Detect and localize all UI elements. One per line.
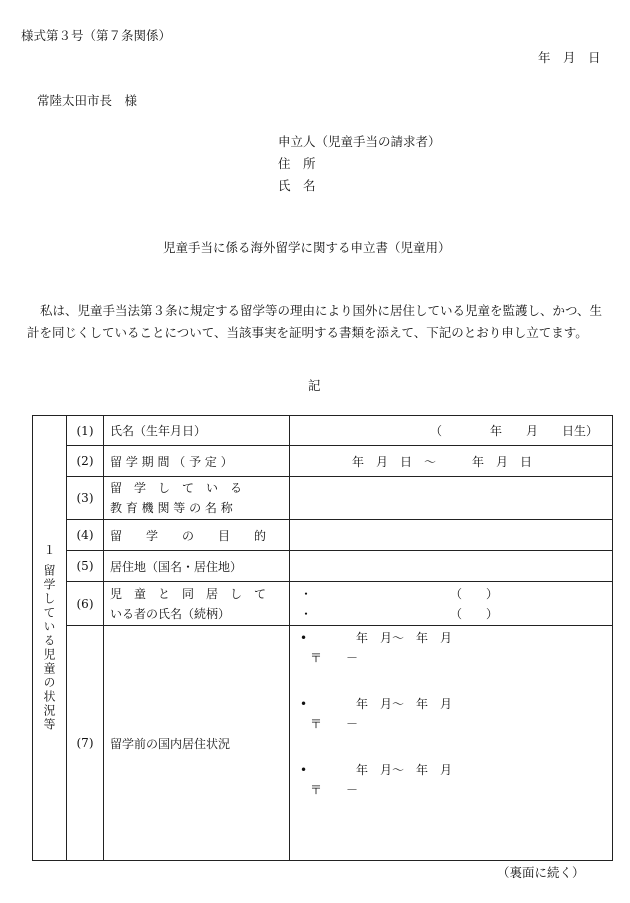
row-label-line: 留 学 し て い る — [110, 481, 243, 495]
row-number: (4) — [67, 520, 104, 551]
table-row — [33, 520, 613, 551]
residence-period: 年 月～ 年 月 — [356, 763, 453, 777]
applicant-address-label: 住 所 — [278, 156, 316, 171]
birthdate-template: （ 年 月 日生） — [429, 424, 598, 438]
row-label-line: 児 童 と 同 居 し て — [110, 586, 267, 601]
postal-mark: 〒 － — [310, 651, 359, 665]
row-label: 留学前の国内居住状況 — [104, 626, 290, 861]
birthdate-field[interactable] — [290, 416, 613, 446]
row-label — [104, 477, 290, 520]
residence-period-line — [300, 694, 606, 714]
section-number: １ — [43, 543, 56, 557]
postal-mark: 〒 － — [310, 783, 359, 797]
row-number: (2) — [67, 446, 104, 477]
form-number: 様式第３号（第７条関係） — [21, 28, 172, 43]
row-number: (3) — [67, 477, 104, 520]
addressee: 常陸太田市長 様 — [37, 93, 138, 108]
row-label: 留 学 の 目 的 — [104, 520, 290, 551]
applicant-name-label: 氏 名 — [278, 178, 316, 193]
purpose-field[interactable] — [290, 520, 613, 551]
study-period-template: 年 月 日 ～ 年 月 日 — [352, 454, 533, 469]
residence-period-line — [300, 628, 606, 648]
residence-period: 年 月～ 年 月 — [356, 631, 453, 645]
child-status-table — [32, 415, 613, 861]
row-label: 居住地（国名・居住地） — [104, 551, 290, 582]
table-row — [33, 416, 613, 446]
bullet: • — [300, 763, 308, 777]
residence-field[interactable] — [290, 551, 613, 582]
row-label-line: 教 育 機 関 等 の 名 称 — [110, 501, 233, 515]
bullet: ・ — [300, 606, 313, 621]
institution-name-field[interactable] — [290, 477, 613, 520]
relation-paren: （ ） — [450, 586, 499, 601]
table-row — [33, 477, 613, 520]
table-row — [33, 582, 613, 626]
residence-entry — [300, 628, 606, 694]
postal-line — [300, 648, 606, 668]
cohabitant-line — [300, 584, 606, 604]
table-row — [33, 626, 613, 861]
cohabitant-field[interactable] — [290, 582, 613, 626]
section-cell — [33, 416, 67, 861]
row-label: 氏名（生年月日） — [104, 416, 290, 446]
bullet: ・ — [300, 586, 313, 601]
study-period-field[interactable] — [290, 446, 613, 477]
table-row — [33, 446, 613, 477]
document-title: 児童手当に係る海外留学に関する申立書（児童用） — [163, 240, 451, 255]
residence-period: 年 月～ 年 月 — [356, 697, 453, 711]
relation-paren: （ ） — [450, 606, 499, 621]
postal-line — [300, 780, 606, 800]
date-line: 年 月 日 — [538, 50, 601, 65]
row-label — [104, 582, 290, 626]
bullet: • — [300, 631, 308, 645]
residence-period-line — [300, 760, 606, 780]
row-number: (5) — [67, 551, 104, 582]
cohabitant-line — [300, 604, 606, 624]
row-label-line: いる者の氏名（続柄） — [110, 606, 231, 621]
ki-heading: 記 — [308, 378, 321, 393]
table-row — [33, 551, 613, 582]
row-label: 留 学 期 間 （ 予 定 ） — [104, 446, 290, 477]
residence-entry — [300, 760, 606, 826]
postal-line — [300, 714, 606, 734]
continued-note: （裏面に続く） — [497, 865, 585, 880]
domestic-residence-field[interactable] — [290, 626, 613, 861]
statement-paragraph: 私は、児童手当法第３条に規定する留学等の理由により国外に居住している児童を監護し、かつ、生計を同じくしていることについて、当該事実を証明する書類を添えて、下記のとおり申し立てます。 — [27, 303, 603, 340]
postal-mark: 〒 － — [310, 717, 359, 731]
applicant-label: 申立人（児童手当の請求者） — [278, 134, 441, 149]
row-number: (6) — [67, 582, 104, 626]
section-label: 留学している児童の状況等 — [42, 564, 56, 732]
row-number: (7) — [67, 626, 104, 861]
row-number: (1) — [67, 416, 104, 446]
bullet: • — [300, 697, 308, 711]
residence-entry — [300, 694, 606, 760]
